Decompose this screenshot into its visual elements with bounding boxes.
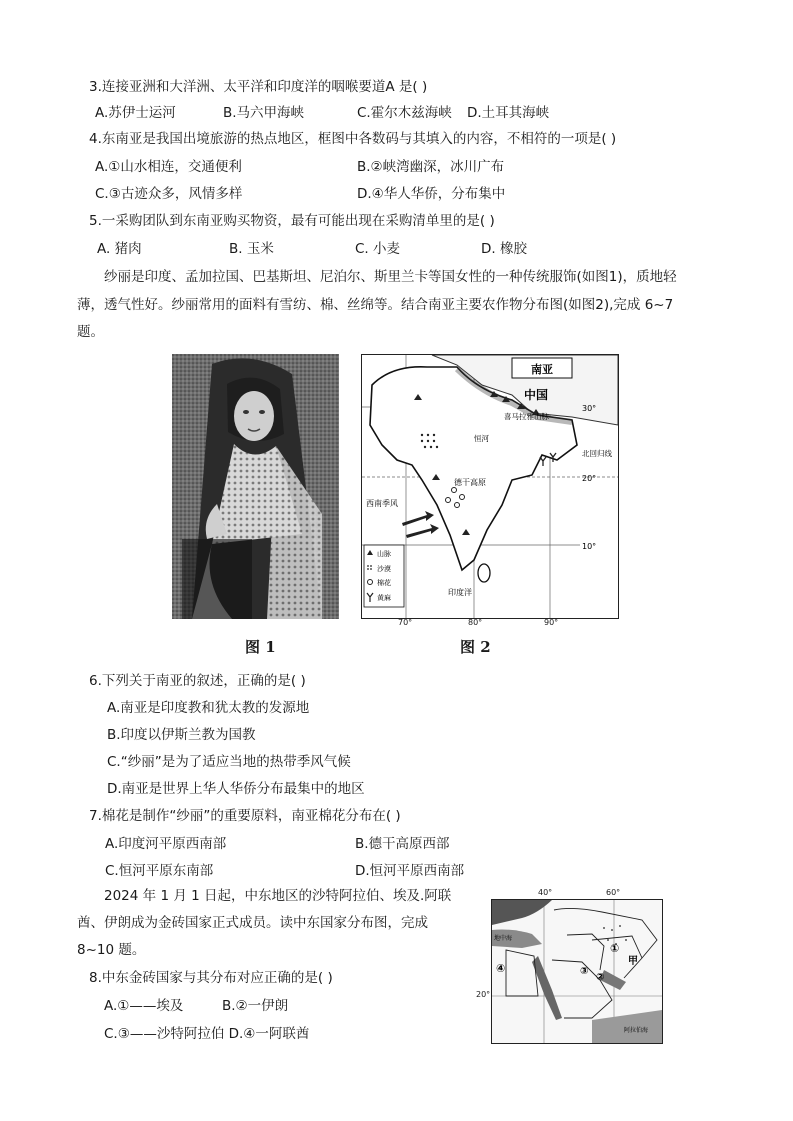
- q7-option-d: D.恒河平原西南部: [355, 863, 465, 879]
- passage1-line2: 薄，透气性好。纱丽常用的面料有雪纺、棉、丝绵等。结合南亚主要农作物分布图(如图2),完成 6~7: [77, 297, 674, 313]
- figure-2-caption: 图 2: [460, 638, 491, 656]
- q7-option-c: C.恒河平原东南部: [105, 863, 214, 879]
- fig2-legend-cotton: 棉花: [377, 579, 391, 587]
- figure-3-middle-east-map: [491, 899, 663, 1044]
- q6-stem: 6.下列关于南亚的叙述，正确的是( ): [89, 673, 306, 689]
- q6-option-a: A.南亚是印度教和犹太教的发源地: [107, 700, 310, 716]
- fig2-monsoon-label: 西南季风: [366, 499, 398, 508]
- fig2-legend-mountain: 山脉: [377, 550, 391, 558]
- q8-option-a: A.①——埃及: [104, 998, 184, 1014]
- fig2-tropic-label: 北回归线: [582, 449, 612, 458]
- q5-option-a: A. 猪肉: [97, 241, 142, 257]
- q6-option-c: C.“纱丽”是为了适应当地的热带季风气候: [107, 754, 351, 770]
- fig2-lat30: 30°: [582, 404, 597, 413]
- q5-option-b: B. 玉米: [229, 241, 274, 257]
- fig2-china-label: 中国: [524, 388, 549, 402]
- q7-option-b: B.德干高原西部: [355, 836, 450, 852]
- q5-stem: 5.一采购团队到东南亚购买物资，最有可能出现在采购清单里的是( ): [89, 213, 495, 229]
- fig3-marker-1: ①: [610, 942, 620, 955]
- q8-option-cd: C.③——沙特阿拉伯 D.④一阿联酋: [104, 1026, 310, 1042]
- fig2-legend-desert: 沙漠: [377, 565, 391, 573]
- fig2-lat20: 20°: [582, 474, 597, 483]
- figure-1-caption: 图 1: [245, 638, 276, 656]
- q7-option-a: A.印度河平原西南部: [105, 836, 227, 852]
- q8-stem: 8.中东金砖国家与其分布对应正确的是( ): [89, 970, 333, 986]
- fig2-himalaya-label: 喜马拉雅山脉: [504, 412, 549, 421]
- q3-option-c: C.霍尔木兹海峡: [357, 105, 452, 121]
- fig3-marker-4: ④: [496, 962, 506, 975]
- q3-option-a: A.苏伊士运河: [95, 105, 176, 121]
- q6-option-d: D.南亚是世界上华人华侨分布最集中的地区: [107, 781, 365, 797]
- fig2-lon80: 80°: [468, 618, 483, 627]
- figure-1-sari-photo: [172, 354, 339, 619]
- fig2-lon70: 70°: [398, 618, 413, 627]
- q3-option-d: D.土耳其海峡: [467, 105, 550, 121]
- fig3-lon60: 60°: [606, 888, 621, 897]
- fig2-legend-jute: 黄麻: [377, 594, 391, 602]
- fig3-med-label: 地中海: [494, 935, 513, 942]
- q4-option-a: A.①山水相连，交通便利: [95, 159, 242, 175]
- q8-option-b: B.②一伊朗: [222, 998, 289, 1014]
- fig2-title: 南亚: [531, 363, 553, 376]
- q4-option-b: B.②峡湾幽深，冰川广布: [357, 159, 505, 175]
- fig3-lat20: 20°: [476, 990, 491, 999]
- fig2-ocean-label: 印度洋: [448, 588, 472, 597]
- passage1-line1: 纱丽是印度、孟加拉国、巴基斯坦、尼泊尔、斯里兰卡等国女性的一种传统服饰(如图1)，质地轻: [104, 269, 677, 285]
- fig2-ganges-label: 恒河: [474, 434, 489, 443]
- fig3-lon40: 40°: [538, 888, 553, 897]
- fig3-marker-2: ②: [596, 972, 605, 983]
- fig3-arabian-label: 阿拉伯海: [624, 1027, 649, 1034]
- passage1-line3: 题。: [77, 324, 104, 340]
- q4-stem: 4.东南亚是我国出境旅游的热点地区，框图中各数码与其填入的内容，不相符的一项是( ): [89, 131, 617, 147]
- passage2-line2: 酋、伊朗成为金砖国家正式成员。读中东国家分布图，完成: [77, 915, 428, 931]
- q5-option-d: D. 橡胶: [481, 241, 527, 257]
- fig2-lon90: 90°: [544, 618, 559, 627]
- q4-option-d: D.④华人华侨，分布集中: [357, 186, 506, 202]
- fig2-lat10: 10°: [582, 542, 597, 551]
- passage2-line1: 2024 年 1 月 1 日起，中东地区的沙特阿拉伯、埃及.阿联: [104, 888, 452, 904]
- q4-option-c: C.③古迹众多，风情多样: [95, 186, 243, 202]
- fig2-deccan-label: 德干高原: [454, 478, 486, 487]
- fig3-marker-jia: 甲: [628, 956, 638, 967]
- q3-stem: 3.连接亚洲和大洋洲、太平洋和印度洋的咽喉要道A 是( ): [89, 79, 428, 95]
- q5-option-c: C. 小麦: [355, 241, 401, 257]
- passage2-line3: 8~10 题。: [77, 942, 146, 958]
- q6-option-b: B.印度以伊斯兰教为国教: [107, 727, 256, 743]
- q3-option-b: B.马六甲海峡: [223, 105, 305, 121]
- figure-2-south-asia-map: [361, 354, 619, 619]
- fig3-marker-3: ③: [580, 966, 589, 977]
- q7-stem: 7.棉花是制作“纱丽”的重要原料，南亚棉花分布在( ): [89, 808, 401, 824]
